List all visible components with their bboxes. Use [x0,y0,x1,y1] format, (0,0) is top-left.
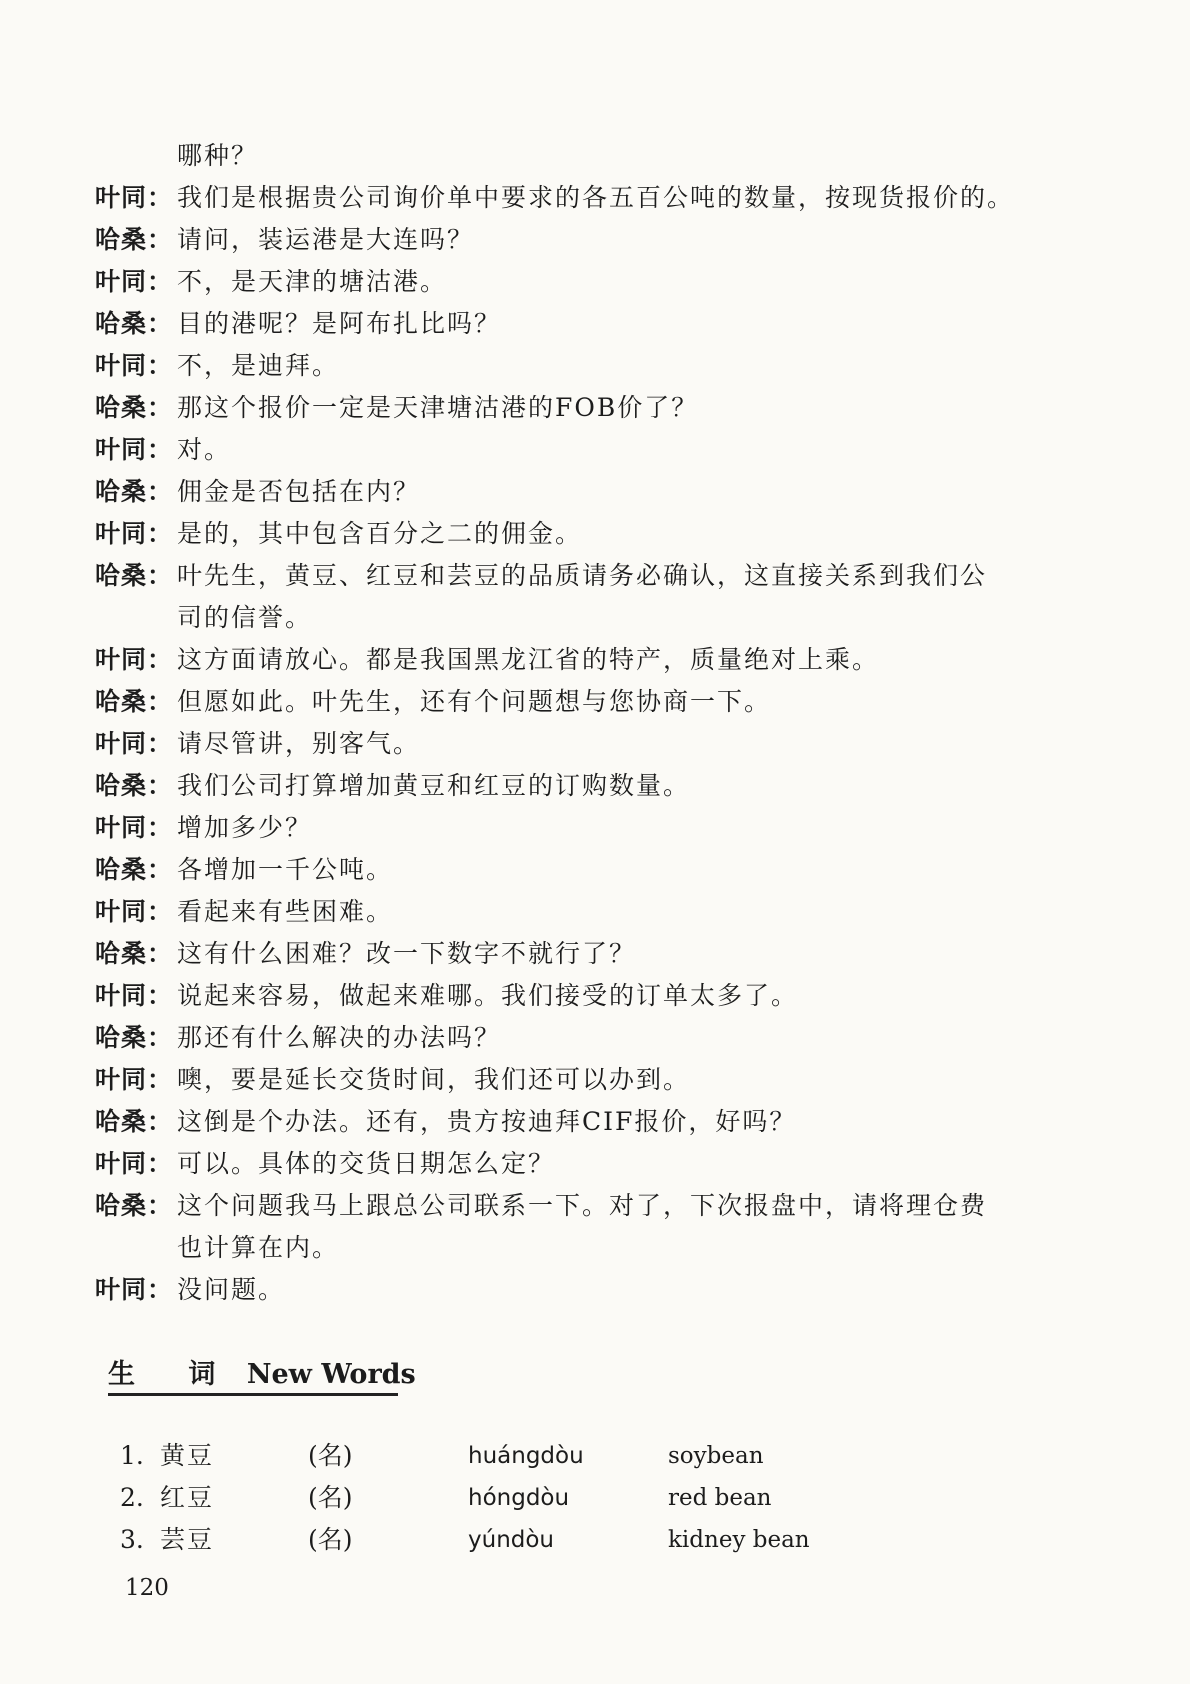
dialogue-text: 目的港呢？是阿布扎比吗？ [177,309,502,338]
vocab-pinyin: hóngdòu [468,1485,570,1511]
dialogue-text: 可以。具体的交货日期怎么定？ [177,1149,556,1178]
vocab-row [120,1519,920,1561]
vocab-number: 3. [120,1525,144,1554]
dialogue-line [95,387,1085,429]
speaker-label: 叶同： [95,1065,174,1094]
speaker-label: 哈桑： [95,771,174,800]
vocab-part-of-speech: (名) [308,1441,353,1470]
dialogue-line [95,429,1085,471]
dialogue-text: 不，是天津的塘沽港。 [177,267,448,296]
speaker-label: 哈桑： [95,687,174,716]
dialogue-text: 请问，装运港是大连吗？ [177,225,475,254]
speaker-label: 哈桑： [95,1023,174,1052]
dialogue-text: 不，是迪拜。 [177,351,340,380]
vocab-row [120,1477,920,1519]
page-number: 120 [125,1575,169,1601]
dialogue-text: 说起来容易，做起来难哪。我们接受的订单太多了。 [177,981,799,1010]
dialogue-text: 但愿如此。叶先生，还有个问题想与您协商一下。 [177,687,772,716]
dialogue-line [95,597,1085,639]
dialogue-text: 也计算在内。 [177,1233,340,1262]
speaker-label: 哈桑： [95,939,174,968]
dialogue-line [95,345,1085,387]
dialogue-text: 我们公司打算增加黄豆和红豆的订购数量。 [177,771,691,800]
speaker-label: 哈桑： [95,561,174,590]
dialogue-text: 这个问题我马上跟总公司联系一下。对了，下次报盘中，请将理仓费 [177,1191,988,1220]
dialogue-line [95,261,1085,303]
dialogue-line [95,681,1085,723]
vocab-number: 2. [120,1483,144,1512]
speaker-label: 叶同： [95,519,174,548]
dialogue-text: 增加多少？ [177,813,313,842]
vocab-word: 红豆 [160,1483,215,1512]
speaker-label: 叶同： [95,729,174,758]
speaker-label: 叶同： [95,267,174,296]
dialogue-line [95,471,1085,513]
vocab-pinyin: yúndòu [468,1527,555,1553]
dialogue-text: 那还有什么解决的办法吗？ [177,1023,502,1052]
vocab-definition: kidney bean [668,1527,810,1553]
dialogue-line [95,639,1085,681]
vocab-part-of-speech: (名) [308,1483,353,1512]
dialogue-line [95,1143,1085,1185]
dialogue-line [95,933,1085,975]
dialogue-line [95,723,1085,765]
speaker-label: 叶同： [95,1149,174,1178]
speaker-label: 叶同： [95,435,174,464]
dialogue-text: 噢，要是延长交货时间，我们还可以办到。 [177,1065,691,1094]
dialogue-text: 我们是根据贵公司询价单中要求的各五百公吨的数量，按现货报价的。 [177,183,1015,212]
dialogue-text: 那这个报价一定是天津塘沽港的FOB价了？ [177,393,699,422]
speaker-label: 哈桑： [95,309,174,338]
dialogue-text: 这倒是个办法。还有，贵方按迪拜CIF报价，好吗？ [177,1107,797,1136]
new-words-heading [108,1352,416,1396]
dialogue-text: 对。 [177,435,232,464]
speaker-label: 叶同： [95,1275,174,1304]
dialogue-line [95,765,1085,807]
dialogue-text: 佣金是否包括在内？ [177,477,421,506]
dialogue-line [95,1185,1085,1227]
dialogue-line [95,177,1085,219]
speaker-label: 哈桑： [95,855,174,884]
vocab-number: 1. [120,1441,144,1470]
dialogue-block [95,135,1085,1311]
dialogue-line [95,1101,1085,1143]
dialogue-line [95,219,1085,261]
vocab-definition: soybean [668,1443,764,1469]
dialogue-text: 各增加一千公吨。 [177,855,394,884]
dialogue-line [95,891,1085,933]
speaker-label: 哈桑： [95,393,174,422]
dialogue-line [95,1017,1085,1059]
dialogue-line [95,513,1085,555]
speaker-label: 叶同： [95,351,174,380]
speaker-label: 叶同： [95,813,174,842]
speaker-label: 叶同： [95,897,174,926]
dialogue-text: 没问题。 [177,1275,286,1304]
vocab-pinyin: huángdòu [468,1443,584,1469]
dialogue-line [95,807,1085,849]
vocab-part-of-speech: (名) [308,1525,353,1554]
dialogue-text: 看起来有些困难。 [177,897,394,926]
vocab-word: 芸豆 [160,1525,215,1554]
speaker-label: 哈桑： [95,1191,174,1220]
dialogue-text: 司的信誉。 [177,603,313,632]
vocab-definition: red bean [668,1485,772,1511]
dialogue-line: 哪种？ [177,141,259,170]
vocab-word: 黄豆 [160,1441,215,1470]
dialogue-line [95,555,1085,597]
speaker-label: 叶同： [95,645,174,674]
dialogue-line [95,849,1085,891]
dialogue-text: 叶先生，黄豆、红豆和芸豆的品质请务必确认，这直接关系到我们公 [177,561,988,590]
speaker-label: 叶同： [95,981,174,1010]
section-title-en: New Words [246,1359,416,1390]
vocab-row [120,1435,920,1477]
speaker-label: 哈桑： [95,1107,174,1136]
dialogue-line [95,975,1085,1017]
dialogue-text: 这有什么困难？改一下数字不就行了？ [177,939,637,968]
dialogue-line [95,303,1085,345]
speaker-label: 哈桑： [95,225,174,254]
dialogue-text: 是的，其中包含百分之二的佣金。 [177,519,583,548]
dialogue-text: 请尽管讲，别客气。 [177,729,421,758]
dialogue-text: 这方面请放心。都是我国黑龙江省的特产，质量绝对上乘。 [177,645,880,674]
section-title-cn: 生 词 [108,1359,238,1390]
dialogue-line [95,1059,1085,1101]
vocabulary-list [120,1435,920,1561]
speaker-label: 叶同： [95,183,174,212]
speaker-label: 哈桑： [95,477,174,506]
dialogue-line [95,1227,1085,1269]
dialogue-line [95,1269,1085,1311]
